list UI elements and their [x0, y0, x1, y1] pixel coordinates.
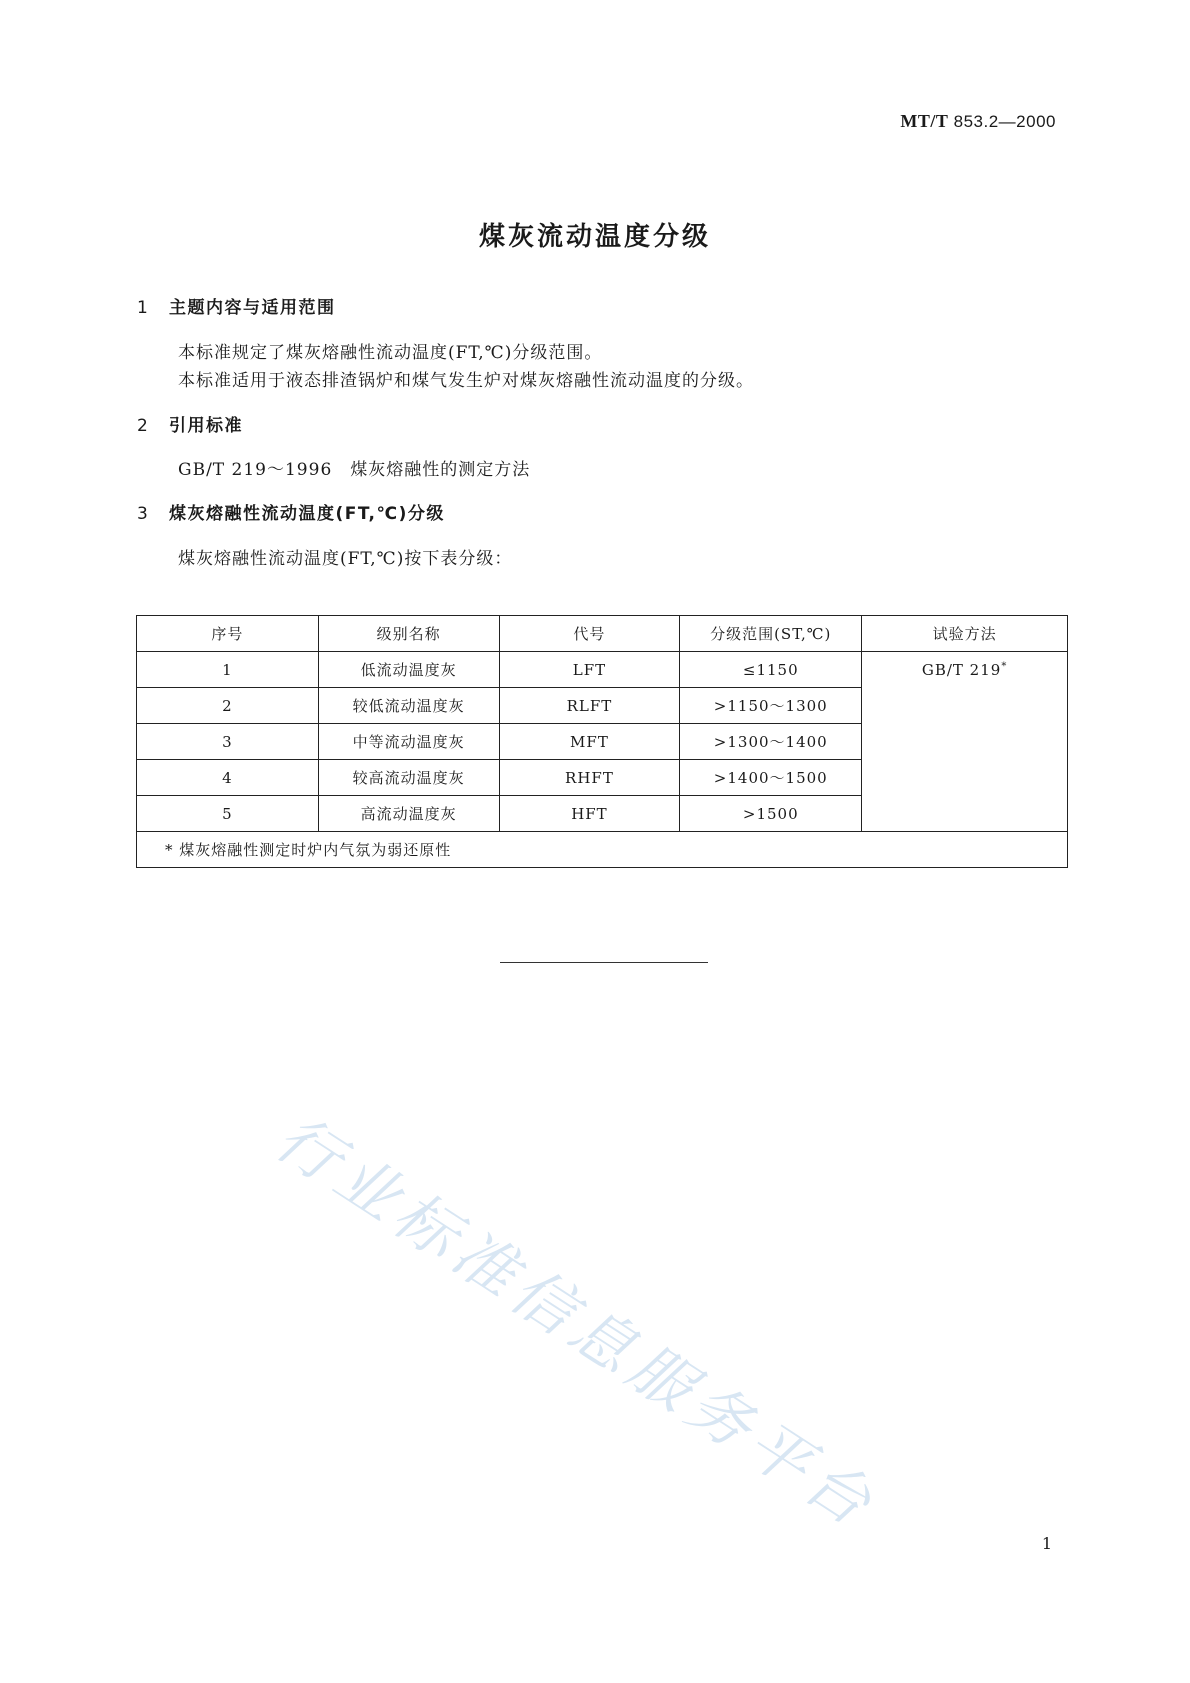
cell-grade-name: 较低流动温度灰 — [318, 688, 499, 724]
cell-code: MFT — [499, 724, 680, 760]
section-3-heading — [137, 499, 445, 524]
section-2-paragraph-1: GB/T 219～1996 煤灰熔融性的测定方法 — [178, 460, 531, 480]
cell-grade-name: 低流动温度灰 — [318, 652, 499, 688]
header-grade-name: 级别名称 — [318, 616, 499, 652]
standard-number: 853.2—2000 — [953, 112, 1056, 131]
cell-index: 2 — [137, 688, 319, 724]
watermark-text: 行业标准信息服务平台 — [263, 1100, 891, 1544]
header-index: 序号 — [137, 616, 319, 652]
section-1-paragraph-2: 本标准适用于液态排渣锅炉和煤气发生炉对煤灰熔融性流动温度的分级。 — [178, 371, 754, 391]
end-rule — [500, 962, 708, 963]
table-header-row — [137, 616, 1068, 652]
section-1-heading — [137, 293, 336, 318]
cell-index: 1 — [137, 652, 319, 688]
cell-index: 4 — [137, 760, 319, 796]
section-1-paragraph-1: 本标准规定了煤灰熔融性流动温度(FT,℃)分级范围。 — [178, 343, 603, 363]
cell-range: >1400～1500 — [680, 760, 862, 796]
section-title: 主题内容与适用范围 — [169, 298, 336, 318]
cell-code: HFT — [499, 796, 680, 832]
section-title: 煤灰熔融性流动温度(FT,℃)分级 — [169, 504, 445, 524]
header-range: 分级范围(ST,℃) — [680, 616, 862, 652]
page-number: 1 — [1041, 1534, 1052, 1553]
standard-prefix: MT/T — [900, 111, 949, 131]
cell-range: >1150～1300 — [680, 688, 862, 724]
cell-method — [862, 652, 1068, 832]
cell-grade-name: 高流动温度灰 — [318, 796, 499, 832]
cell-grade-name: 中等流动温度灰 — [318, 724, 499, 760]
cell-grade-name: 较高流动温度灰 — [318, 760, 499, 796]
section-number: 3 — [137, 504, 150, 524]
method-footnote-mark: * — [1001, 661, 1008, 672]
section-number: 2 — [137, 416, 150, 436]
method-text: GB/T 219 — [921, 661, 1002, 679]
cell-code: RLFT — [499, 688, 680, 724]
document-title: 煤灰流动温度分级 — [478, 222, 711, 252]
cell-code: RHFT — [499, 760, 680, 796]
cell-range: >1500 — [680, 796, 862, 832]
header-method: 试验方法 — [862, 616, 1068, 652]
table-footnote: * 煤灰熔融性测定时炉内气氛为弱还原性 — [137, 832, 1068, 868]
standard-code — [900, 111, 1056, 132]
cell-code: LFT — [499, 652, 680, 688]
section-title: 引用标准 — [169, 416, 243, 436]
table-row — [137, 652, 1068, 688]
cell-index: 3 — [137, 724, 319, 760]
cell-range: >1300～1400 — [680, 724, 862, 760]
section-2-heading — [137, 411, 243, 436]
grade-table — [136, 615, 1068, 868]
section-number: 1 — [137, 298, 150, 318]
header-code: 代号 — [499, 616, 680, 652]
cell-range: ≤1150 — [680, 652, 862, 688]
table-footnote-row — [137, 832, 1068, 868]
cell-index: 5 — [137, 796, 319, 832]
section-3-paragraph-1: 煤灰熔融性流动温度(FT,℃)按下表分级： — [178, 549, 513, 569]
